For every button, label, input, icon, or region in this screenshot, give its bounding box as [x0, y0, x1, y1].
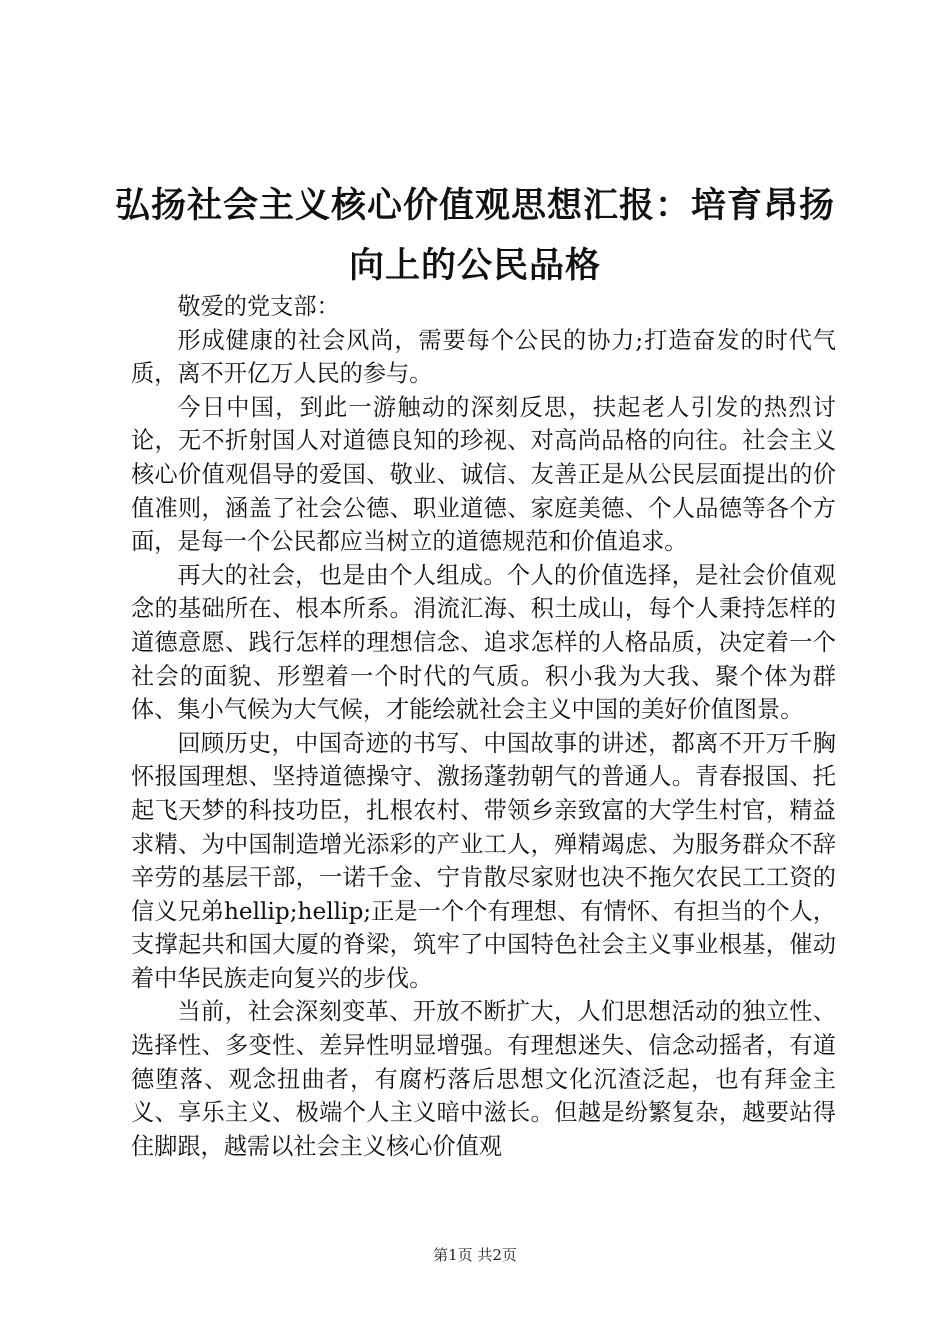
paragraph: 形成健康的社会风尚，需要每个公民的协力;打造奋发的时代气质，离不开亿万人民的参与。 — [131, 326, 836, 388]
paragraph: 当前，社会深刻变革、开放不断扩大，人们思想活动的独立性、选择性、多变性、差异性明显增强。有理想迷失、信念动摇者，有道德堕落、观念扭曲者，有腐朽落后思想文化沉渣泛起，也有拜金主义、享乐主义、极端个人主义暗中滋长。但越是纷繁复杂，越要站得住脚跟，越需以社会主义核心价值观 — [131, 998, 836, 1160]
title-line-1: 弘扬社会主义核心价值观思想汇报：培育昂扬 — [114, 185, 835, 226]
page-number-footer: 第1页 共2页 — [433, 1246, 517, 1264]
paragraph: 今日中国，到此一游触动的深刻反思，扶起老人引发的热烈讨论，无不折射国人对道德良知的珍视、对高尚品格的向往。社会主义核心价值观倡导的爱国、敬业、诚信、友善正是从公民层面提出的价值准则，涵盖了社会公德、职业道德、家庭美德、个人品德等各个方面，是每一个公民都应当树立的道德规范和价值追求。 — [131, 393, 836, 556]
salutation: 敬爱的党支部： — [177, 293, 340, 320]
paragraph: 回顾历史，中国奇迹的书写、中国故事的讲述，都离不开万千胸怀报国理想、坚持道德操守、激扬蓬勃朝气的普通人。青春报国、托起飞天梦的科技功臣，扎根农村、带领乡亲致富的大学生村官，精益求精、为中国制造增光添彩的产业工人，殚精竭虑、为服务群众不辞辛劳的基层干部，一诺千金、宁肯散尽家财也决不拖欠农民工工资的信义兄弟hellip;hellip;正是一个个有理想、有情怀、有担当的个人，支撑起共和国大厦的脊梁，筑牢了中国特色社会主义事业根基，催动着中华民族走向复兴的步伐。 — [131, 729, 836, 992]
document-title — [110, 176, 840, 296]
document-body — [131, 290, 836, 1163]
paragraph: 再大的社会，也是由个人组成。个人的价值选择，是社会价值观念的基础所在、根本所系。涓流汇海、积土成山，每个人秉持怎样的道德意愿、践行怎样的理想信念、追求怎样的人格品质，决定着一个社会的面貌、形塑着一个时代的气质。积小我为大我、聚个体为群体、集小气候为大气候，才能绘就社会主义中国的美好价值图景。 — [131, 561, 836, 724]
title-line-2: 向上的公民品格 — [348, 245, 601, 286]
